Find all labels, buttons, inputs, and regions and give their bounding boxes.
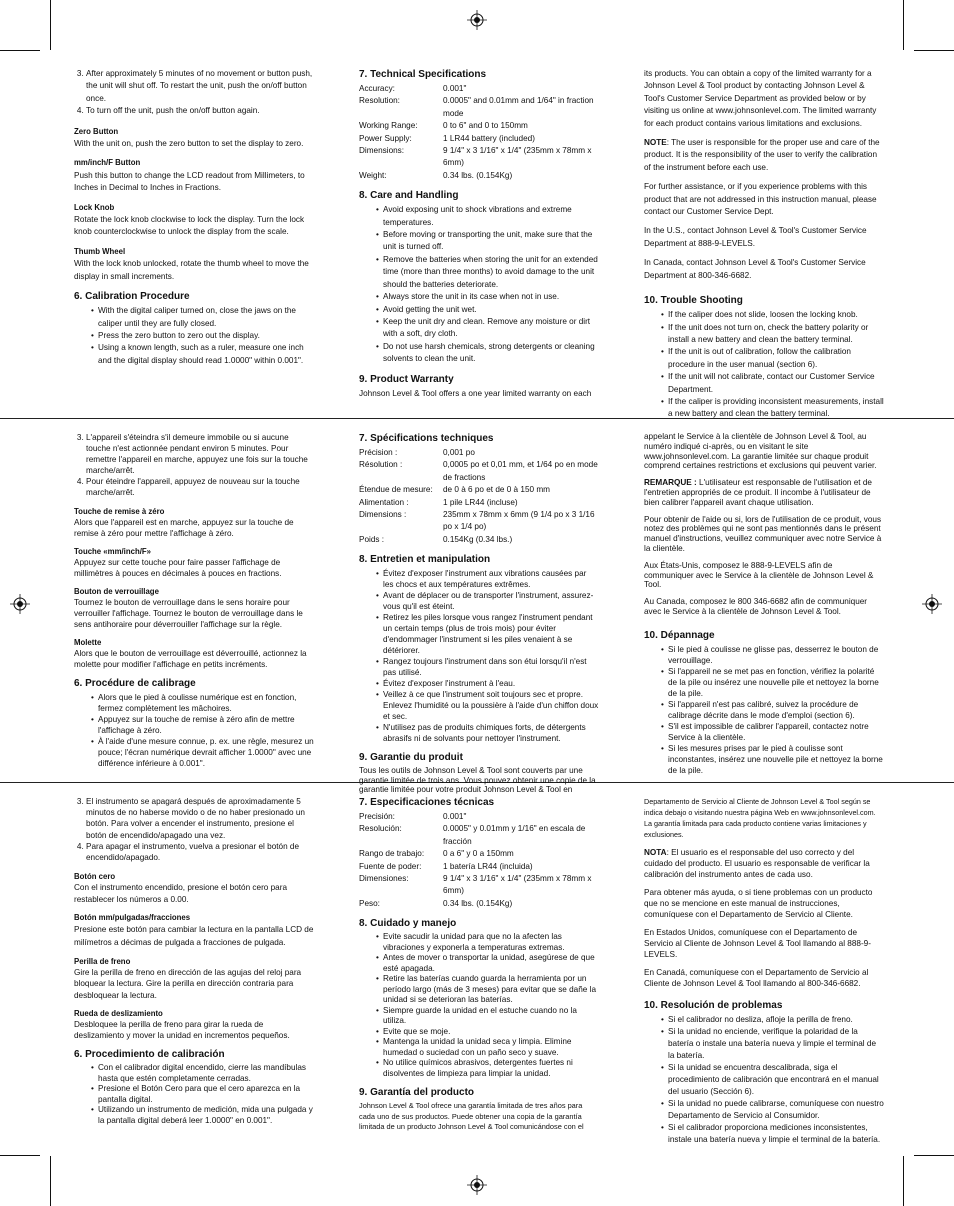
canada-contact-text: In Canada, contact Johnson Level & Tool's Customer Service Department at 800-346-6682. xyxy=(644,258,866,280)
spec-value: 0,0005 po et 0,01 mm, et 1/64 po en mode de fractions xyxy=(443,460,598,482)
spec-value: 235mm x 78mm x 6mm (9 1/4 po x 3 1/16 po x 1/4 po) xyxy=(443,510,595,532)
thumb-wheel-text: Desbloquee la perilla de freno para girar la rueda de deslizamiento y mover la unidad en incrementos pequeños. xyxy=(74,1020,290,1041)
spec-key: Précision : xyxy=(359,448,398,457)
spec-key: Precisión: xyxy=(359,812,395,821)
calibration-list xyxy=(74,692,314,769)
thumb-wheel-text: With the lock knob unlocked, rotate the thumb wheel to move the display in small increments. xyxy=(74,259,309,281)
spec-value: 0,001 po xyxy=(443,448,475,457)
spec-value: 0.154Kg (0.34 lbs.) xyxy=(443,534,513,544)
column-left xyxy=(74,796,314,1133)
list-item: • À l'aide d'une mesure connue, p. ex. une règle, mesurez un pouce; l'écran numérique devrait afficher 1.0000" avec une différence inférieure à 0.001". xyxy=(98,736,314,769)
list-item: • Évitez d'exposer l'instrument aux vibrations causées par les chocs et aux températures extrêmes. xyxy=(383,568,599,590)
list-item: • Siempre guarde la unidad en el estuche cuando no la utiliza. xyxy=(383,1006,599,1027)
spec-key: Alimentation : xyxy=(359,497,409,507)
zero-button-text: Con el instrumento encendido, presione el botón cero para restablecer los números a 0.00. xyxy=(74,883,288,904)
lock-knob-text: Gire la perilla de freno en dirección de las agujas del reloj para bloquear la lectura. Gire la perilla en dirección contraria para desbloquear la lectura. xyxy=(74,968,302,1000)
care-list xyxy=(359,568,599,744)
table-row xyxy=(359,534,599,546)
assistance-text: Pour obtenir de l'aide ou si, lors de l'utilisation de ce produit, vous notez des problèmes qui ne sont pas mentionnés dans le présent manuel d'instructions, veuillez communiquer avec notre Service à la clientèle. xyxy=(644,514,882,553)
table-row xyxy=(359,848,599,860)
us-contact-text: En Estados Unidos, comuníquese con el Departamento de Servicio al Cliente de Johnson Level & Tool llamando al 888-9-LEVELS. xyxy=(644,928,871,959)
english-section xyxy=(0,68,954,419)
crop-mark xyxy=(914,1155,954,1156)
spec-value: 0 to 6" and 0 to 150mm xyxy=(443,121,528,131)
list-item: • Appuyez sur la touche de remise à zéro afin de mettre l'affichage à zéro. xyxy=(98,714,314,736)
list-item: • Retirez les piles lorsque vous rangez l'instrument pendant un certain temps (plus de trois mois) pour éviter d'endommager l'instrument si les piles venaient à se détériorer. xyxy=(383,612,599,656)
list-item: • Rangez toujours l'instrument dans son étui lorsqu'il n'est pas utilisé. xyxy=(383,656,599,678)
spec-key: Poids : xyxy=(359,534,385,544)
list-item: • If the caliper is providing inconsistent measurements, install a new battery and clean the battery terminal. xyxy=(668,396,884,421)
specs-heading: 7. Spécifications techniques xyxy=(359,433,494,444)
note-label: REMARQUE : xyxy=(644,478,697,488)
crop-mark xyxy=(50,0,51,50)
spec-key: Fuente de poder: xyxy=(359,861,422,871)
table-row xyxy=(359,133,599,145)
column-left xyxy=(74,432,314,776)
spec-value: 0 a 6" y 0 a 150mm xyxy=(443,849,514,859)
lock-knob-heading: Perilla de freno xyxy=(74,957,131,967)
calibration-list xyxy=(74,1063,314,1126)
care-heading: 8. Entretien et manipulation xyxy=(359,554,491,566)
spec-value: 0.001" xyxy=(443,84,467,93)
trouble-list xyxy=(644,309,884,421)
spec-key: Dimensions: xyxy=(359,146,405,156)
specs-table xyxy=(359,83,599,182)
mm-button-heading: mm/inch/F Button xyxy=(74,158,141,168)
list-item: • Veillez à ce que l'instrument soit toujours sec et propre. Enlevez l'humidité ou la poussière à l'aide d'un chiffon doux et sec. xyxy=(383,689,599,722)
list-item: • Keep the unit dry and clean. Remove any moisture or dirt with a soft, dry cloth. xyxy=(383,316,599,341)
column-right xyxy=(644,796,884,1153)
spec-value: 0.0005" y 0.01mm y 1/16" en escala de fracción xyxy=(443,824,586,846)
spec-key: Peso: xyxy=(359,898,380,908)
list-item: • Avant de déplacer ou de transporter l'instrument, assurez-vous qu'il est éteint. xyxy=(383,590,599,612)
lock-knob-text: Tournez le bouton de verrouillage dans le sens horaire pour verrouiller l'affichage. Tournez le bouton de verrouillage dans le sens antihoraire pour déverrouiller l'affichage sur la règle. xyxy=(74,598,303,629)
list-item: • Retire las baterías cuando guarda la herramienta por un período largo (más de 3 meses) para evitar que se dañe la unidad si se deterioran las baterías. xyxy=(383,974,599,1006)
table-row xyxy=(359,811,599,823)
list-item: • Si les mesures prises par le pied à coulisse sont inconstantes, insérez une nouvelle pile et nettoyez la borne de la pile. xyxy=(668,743,884,776)
calibration-list xyxy=(74,305,314,367)
list-item: • Si el calibrador proporciona mediciones inconsistentes, instale una batería nueva y limpie el terminal de la batería. xyxy=(668,1122,884,1146)
calibration-heading: 6. Calibration Procedure xyxy=(74,291,190,303)
spec-value: 1 LR44 battery (included) xyxy=(443,133,535,143)
lock-knob-heading: Lock Knob xyxy=(74,202,115,212)
mm-button-heading: Botón mm/pulgadas/fracciones xyxy=(74,912,191,922)
zero-button-heading: Touche de remise à zéro xyxy=(74,507,165,516)
list-item: • If the unit will not calibrate, contact our Customer Service Department. xyxy=(668,371,884,396)
table-row xyxy=(359,497,599,509)
mm-button-text: Push this button to change the LCD readout from Millimeters, to Inches in Decimal to Inches in Fractions. xyxy=(74,170,305,193)
lock-knob-text: Rotate the lock knob clockwise to lock the display. Turn the lock knob counterclockwise to unlock the display from the scale. xyxy=(74,215,305,237)
startup-steps xyxy=(74,68,314,118)
table-row xyxy=(359,509,599,534)
warranty-continued: Departamento de Servicio al Cliente de Johnson Level & Tool según se indica debajo o visitando nuestra página Web en www.johnsonlevel.com. La garantía limitada para cada producto contiene varias limitaciones y exclusiones. xyxy=(644,797,876,839)
list-item: • Antes de mover o transportar la unidad, asegúrese de que esté apagada. xyxy=(383,953,599,974)
list-item: • Utilizando un instrumento de medición, mida una pulgada y la pantalla digital deberá leer 1.0000" en 0.001". xyxy=(98,1105,314,1126)
spec-key: Dimensiones: xyxy=(359,874,409,884)
spec-key: Weight: xyxy=(359,170,387,180)
step-item: 4. To turn off the unit, push the on/off button again. xyxy=(86,105,314,117)
zero-button-text: With the unit on, push the zero button to set the display to zero. xyxy=(74,139,304,149)
table-row xyxy=(359,447,599,459)
list-item: • Avoid exposing unit to shock vibrations and extreme temperatures. xyxy=(383,204,599,229)
us-contact-text: Aux États-Unis, composez le 888-9-LEVELS afin de communiquer avec le Service à la clientèle de Johnson Level & Tool. xyxy=(644,560,874,590)
warranty-continued: appelant le Service à la clientèle de Johnson Level & Tool, au numéro indiqué ci-après, ou en visitant le site www.johnsonlevel.com. La garantie limitée sur chaque produit comprend certaines restrictions et exclusions qui peuvent varier. xyxy=(644,432,877,471)
step-item: 3. L'appareil s'éteindra s'il demeure immobile ou si aucune touche n'est actionnée pendant environ 5 minutes. Pour remettre l'appareil en marche, appuyez une fois sur la touche marche/arrêt. xyxy=(86,432,314,476)
mm-button-text: Presione este botón para cambiar la lectura en la pantalla LCD de milímetros a décimas de pulgada a fracciones de pulgada. xyxy=(74,925,314,948)
thumb-wheel-heading: Rueda de deslizamiento xyxy=(74,1008,163,1018)
list-item: • Mantenga la unidad la unidad seca y limpia. Elimine humedad o suciedad con un paño seco y suave. xyxy=(383,1037,599,1058)
calibration-heading: 6. Procédure de calibrage xyxy=(74,678,196,689)
spec-value: de 0 à 6 po et de 0 à 150 mm xyxy=(443,485,550,495)
registration-mark-icon xyxy=(467,1175,487,1195)
table-row xyxy=(359,459,599,484)
spec-value: 9 1/4" x 3 1/16" x 1/4" (235mm x 78mm x 6mm) xyxy=(443,874,592,896)
list-item: • Evite sacudir la unidad para que no la afecten las vibraciones y exponerla a temperaturas extremas. xyxy=(383,932,599,953)
list-item: • Before moving or transporting the unit, make sure that the unit is turned off. xyxy=(383,229,599,254)
table-row xyxy=(359,95,599,120)
table-row xyxy=(359,83,599,95)
mm-button-text: Appuyez sur cette touche pour faire passer l'affichage de millimètres à pouces en décimales à pouces en fractions. xyxy=(74,558,282,578)
spec-value: 1 pile LR44 (incluse) xyxy=(443,497,518,507)
list-item: • Si le pied à coulisse ne glisse pas, desserrez le bouton de verrouillage. xyxy=(668,644,884,666)
assistance-text: For further assistance, or if you experience problems with this product that are not addressed in this instruction manual, please contact our Customer Service Dept. xyxy=(644,182,877,217)
list-item: • Alors que le pied à coulisse numérique est en fonction, fermez complètement les mâchoires. xyxy=(98,692,314,714)
crop-mark xyxy=(50,1156,51,1206)
note-paragraph xyxy=(644,137,884,174)
spec-key: Working Range: xyxy=(359,121,418,131)
calibration-heading: 6. Procedimiento de calibración xyxy=(74,1049,225,1061)
table-row xyxy=(359,861,599,873)
column-middle xyxy=(359,432,599,802)
zero-button-text: Alors que l'appareil est en marche, appuyez sur la touche de remise à zéro pour mettre l'affichage à zéro. xyxy=(74,518,294,538)
warranty-text: Tous les outils de Johnson Level & Tool sont couverts par une garantie limitée de trois ans. Vous pouvez obtenir une copie de la garantie limitée pour votre produit Johnson Level & Tool en xyxy=(359,766,596,795)
column-right xyxy=(644,432,884,783)
note-text: : El usuario es el responsable del uso correcto y del cuidado del producto. El usuario es responsable de verificar la calibración del instrumento antes de cada uso. xyxy=(644,848,870,879)
column-left xyxy=(74,68,314,374)
crop-mark xyxy=(0,50,40,51)
trouble-list xyxy=(644,1014,884,1146)
step-item: 3. After approximately 5 minutes of no movement or button push, the unit will shut off. To restart the unit, push the on/off button once. xyxy=(86,68,314,105)
specs-heading: 7. Technical Specifications xyxy=(359,69,487,80)
crop-mark xyxy=(903,0,904,50)
list-item: • Si la unidad no enciende, verifique la polaridad de la batería o instale una batería nueva y limpie el terminal de la batería. xyxy=(668,1026,884,1062)
list-item: • Si l'appareil n'est pas calibré, suivez la procédure de calibrage décrite dans le mode d'emploi (section 6). xyxy=(668,699,884,721)
warranty-heading: 9. Garantía del producto xyxy=(359,1087,475,1099)
spec-key: Power Supply: xyxy=(359,133,412,143)
column-middle xyxy=(359,796,599,1140)
spec-value: 0.0005" and 0.01mm and 1/64" in fraction mode xyxy=(443,96,594,118)
trouble-list xyxy=(644,644,884,776)
crop-mark xyxy=(903,1156,904,1206)
note-label: NOTE xyxy=(644,138,667,148)
list-item: • Evite que se moje. xyxy=(383,1027,599,1038)
list-item: • Si la unidad se encuentra descalibrada, siga el procedimiento de calibración que encontrará en el manual del usuario (Sección 6). xyxy=(668,1062,884,1098)
spec-key: Étendue de mesure: xyxy=(359,485,433,495)
thumb-wheel-heading: Molette xyxy=(74,638,102,647)
trouble-heading: 10. Trouble Shooting xyxy=(644,295,743,307)
spec-key: Resolución: xyxy=(359,824,402,834)
care-list xyxy=(359,204,599,365)
spec-key: Resolution: xyxy=(359,96,400,106)
care-list xyxy=(359,932,599,1079)
mm-button-heading: Touche «mm/inch/F» xyxy=(74,547,151,556)
french-section xyxy=(0,432,954,795)
specs-heading: 7. Especificaciones técnicas xyxy=(359,797,495,808)
canada-contact-text: En Canadá, comuníquese con el Departamento de Servicio al Cliente de Johnson Level & Tool llamando al 800-346-6682. xyxy=(644,968,869,988)
list-item: • If the unit does not turn on, check the battery polarity or install a new battery and clean the battery terminal. xyxy=(668,322,884,347)
spec-value: 1 batería LR44 (incluida) xyxy=(443,861,533,871)
list-item: • N'utilisez pas de produits chimiques forts, de détergents abrasifs ni de solvants pour nettoyer l'instrument. xyxy=(383,722,599,744)
list-item: • Remove the batteries when storing the unit for an extended time (more than three months) to avoid damage to the unit should the batteries deteriorate. xyxy=(383,254,599,291)
table-row xyxy=(359,873,599,898)
specs-table xyxy=(359,447,599,546)
list-item: • Press the zero button to zero out the display. xyxy=(98,330,314,342)
list-item: • If the caliper does not slide, loosen the locking knob. xyxy=(668,309,884,321)
list-item: • Presione el Botón Cero para que el cero aparezca en la pantalla digital. xyxy=(98,1084,314,1105)
startup-steps xyxy=(74,796,314,863)
list-item: • Con el calibrador digital encendido, cierre las mandíbulas hasta que estén completamente cerradas. xyxy=(98,1063,314,1084)
step-item: 4. Para apagar el instrumento, vuelva a presionar el botón de encendido/apagado. xyxy=(86,841,314,863)
crop-mark xyxy=(0,1155,40,1156)
zero-button-heading: Zero Button xyxy=(74,126,119,136)
list-item: • S'il est impossible de calibrer l'appareil, contactez notre Service à la clientèle. xyxy=(668,721,884,743)
step-item: 4. Pour éteindre l'appareil, appuyez de nouveau sur la touche marche/arrêt. xyxy=(86,476,314,498)
column-middle xyxy=(359,68,599,407)
warranty-text: Johnson Level & Tool ofrece una garantía limitada de tres años para cada uno de sus productos. Puede obtener una copia de la garantía limitada de un producto Johnson Level & Tool comunicándose con el xyxy=(359,1101,584,1132)
zero-button-heading: Botón cero xyxy=(74,872,116,882)
thumb-wheel-text: Alors que le bouton de verrouillage est déverrouillé, actionnez la molette pour modifier l'affichage en petits incréments. xyxy=(74,649,307,669)
list-item: • Avoid getting the unit wet. xyxy=(383,304,599,316)
spec-key: Rango de trabajo: xyxy=(359,849,425,859)
list-item: • Si el calibrador no desliza, afloje la perilla de freno. xyxy=(668,1014,884,1026)
trouble-heading: 10. Resolución de problemas xyxy=(644,1000,783,1011)
step-item: 3. El instrumento se apagará después de aproximadamente 5 minutos de no haberse movido o de no haber presionado un botón. Para volver a encender el instrumento, presione el botón de encendido/apagado una vez. xyxy=(86,796,314,841)
canada-contact-text: Au Canada, composez le 800 346-6682 afin de communiquer avec le Service à la clientèle de Johnson Level & Tool. xyxy=(644,597,868,616)
crop-mark xyxy=(914,50,954,51)
table-row xyxy=(359,145,599,170)
list-item: • Do not use harsh chemicals, strong detergents or cleaning solvents to clean the unit. xyxy=(383,341,599,366)
thumb-wheel-heading: Thumb Wheel xyxy=(74,246,126,256)
spec-value: 0.34 lbs. (0.154Kg) xyxy=(443,170,513,180)
spanish-section xyxy=(0,796,954,1144)
list-item: • Évitez d'exposer l'instrument à l'eau. xyxy=(383,678,599,689)
lock-knob-heading: Bouton de verrouillage xyxy=(74,587,159,596)
list-item: • With the digital caliper turned on, close the jaws on the caliper until they are fully closed. xyxy=(98,305,314,330)
warranty-heading: 9. Garantie du produit xyxy=(359,752,463,764)
trouble-heading: 10. Dépannage xyxy=(644,629,715,641)
startup-steps xyxy=(74,432,314,498)
list-item: • Using a known length, such as a ruler, measure one inch and the digital display should read 1.0000" within 0.001". xyxy=(98,342,314,367)
list-item: • Si la unidad no puede calibrarse, comuníquese con nuestro Departamento de Servicio al Consumidor. xyxy=(668,1098,884,1122)
note-label: NOTA xyxy=(644,848,667,857)
us-contact-text: In the U.S., contact Johnson Level & Tool's Customer Service Department at 888-9-LEVELS. xyxy=(644,226,867,248)
note-paragraph xyxy=(644,478,884,507)
list-item: • Always store the unit in its case when not in use. xyxy=(383,291,599,303)
warranty-continued: its products. You can obtain a copy of the limited warranty for a Johnson Level & Tool product by contacting Johnson Level & Tool's Customer Service Department as provided below or by visiting us online at www.johnsonlevel.com. The limited warranty for each product contains various limitations and exclusions. xyxy=(644,69,877,128)
list-item: • Si l'appareil ne se met pas en fonction, vérifiez la polarité de la pile ou insérez une nouvelle pile et nettoyez la borne de la pile. xyxy=(668,666,884,699)
care-heading: 8. Care and Handling xyxy=(359,190,459,202)
table-row xyxy=(359,823,599,848)
registration-mark-icon xyxy=(467,10,487,30)
table-row xyxy=(359,484,599,496)
warranty-heading: 9. Product Warranty xyxy=(359,373,454,385)
column-right xyxy=(644,68,884,428)
spec-value: 0.34 lbs. (0.154Kg) xyxy=(443,898,513,908)
note-text: : The user is responsible for the proper use and care of the product. It is the responsibility of the user to verify the calibration of the instrument before each use. xyxy=(644,138,880,172)
specs-table xyxy=(359,811,599,910)
care-heading: 8. Cuidado y manejo xyxy=(359,918,457,930)
table-row xyxy=(359,120,599,132)
table-row xyxy=(359,170,599,182)
spec-key: Résolution : xyxy=(359,460,403,470)
list-item: • No utilice químicos abrasivos, detergentes fuertes ni disolventes de limpieza para limpiar la unidad. xyxy=(383,1058,599,1079)
table-row xyxy=(359,898,599,910)
spec-key: Accuracy: xyxy=(359,84,395,93)
warranty-text: Johnson Level & Tool offers a one year limited warranty on each xyxy=(359,388,592,398)
spec-value: 0.001" xyxy=(443,812,467,821)
spec-key: Dimensions : xyxy=(359,510,407,520)
note-text: L'utilisateur est responsable de l'utilisation et de l'entretien appropriés de ce produit. Il incombe à l'utilisateur de bien calibrer l'appareil avant chaque utilisation. xyxy=(644,478,872,507)
note-paragraph xyxy=(644,847,884,880)
list-item: • If the unit is out of calibration, follow the calibration procedure in the user manual (section 6). xyxy=(668,346,884,371)
assistance-text: Para obtener más ayuda, o si tiene problemas con un producto que no se mencione en este manual de instrucciones, comuníquese con el Departamento de Servicio al Cliente. xyxy=(644,888,873,919)
spec-value: 9 1/4" x 3 1/16" x 1/4" (235mm x 78mm x 6mm) xyxy=(443,146,592,168)
